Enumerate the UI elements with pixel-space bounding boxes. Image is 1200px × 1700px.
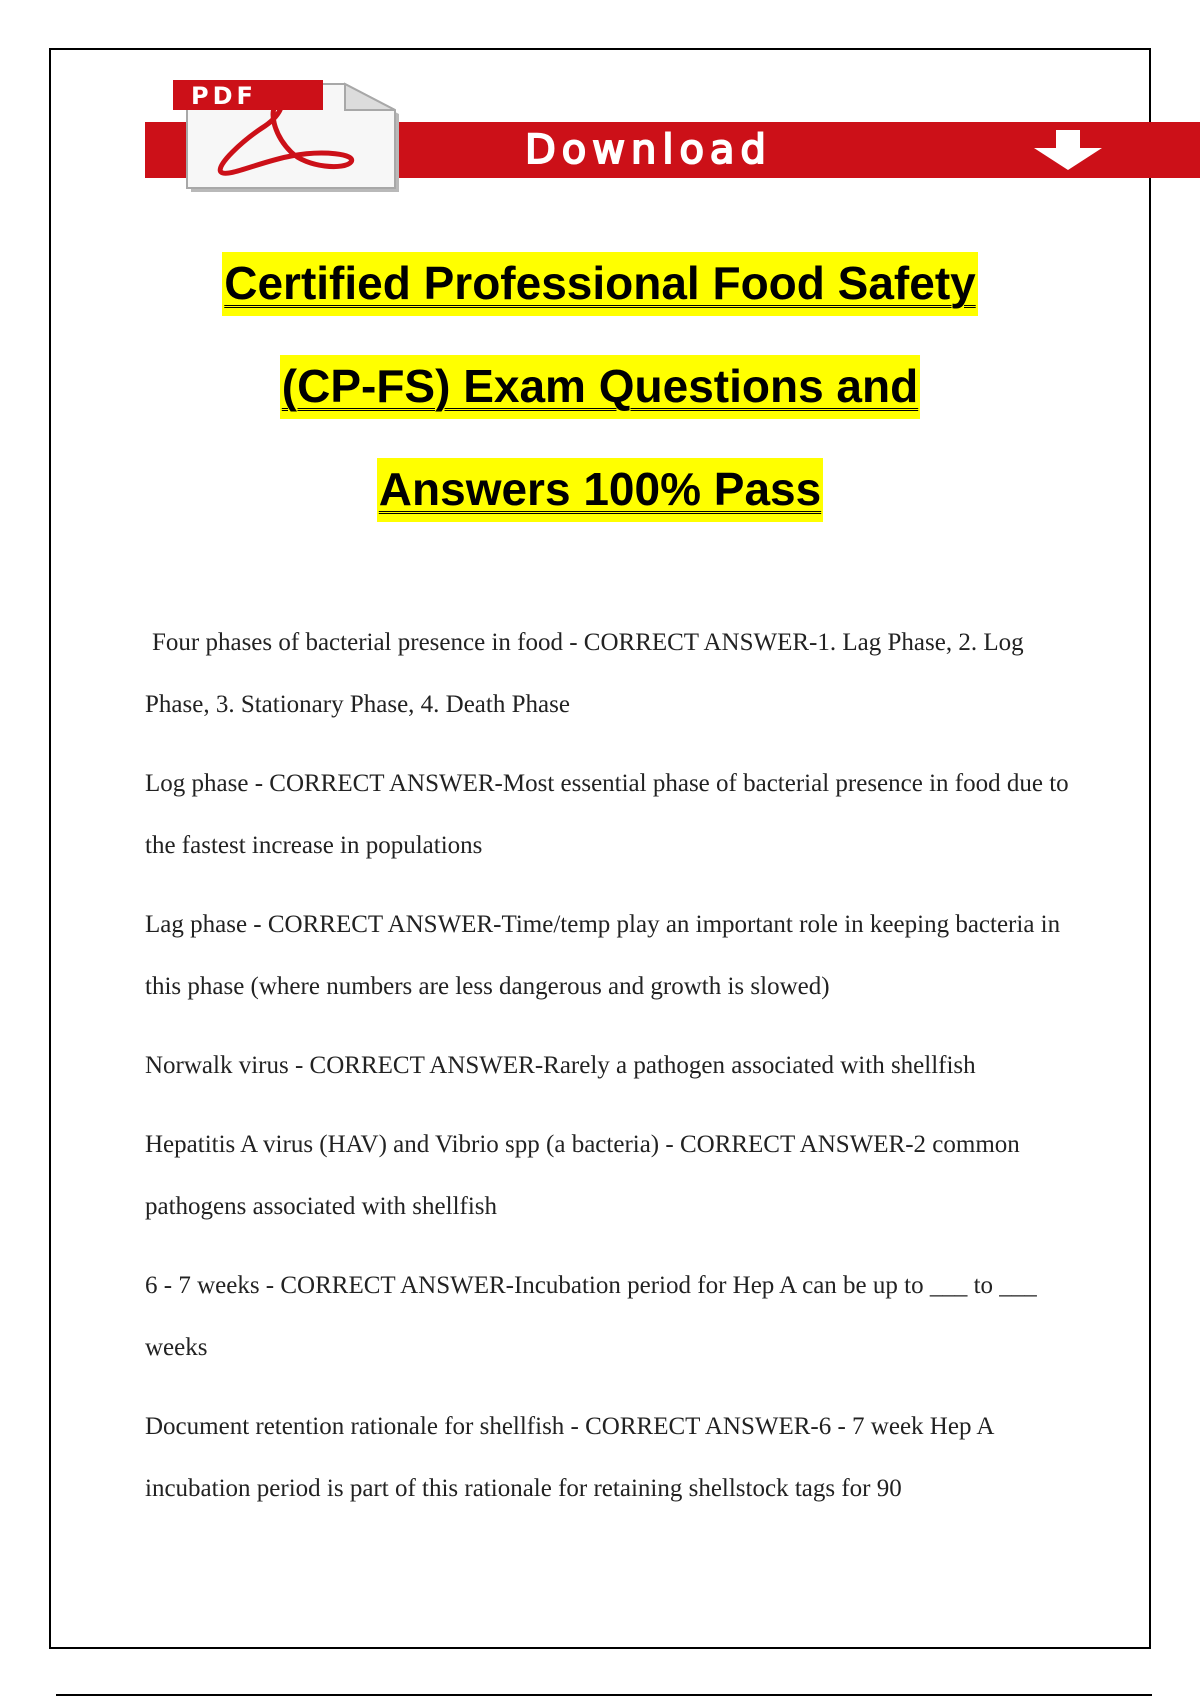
qa-item: Hepatitis A virus (HAV) and Vibrio spp (a bacteria) - CORRECT ANSWER-2 common pathogens associated with shellfish — [145, 1131, 1020, 1220]
document-title — [100, 232, 1100, 541]
qa-item: 6 - 7 weeks - CORRECT ANSWER-Incubation period for Hep A can be up to ___ to ___ weeks — [145, 1272, 1037, 1361]
title-line-3: Answers 100% Pass — [377, 458, 823, 522]
qa-item: Four phases of bacterial presence in food - CORRECT ANSWER-1. Lag Phase, 2. Log Phase, 3. Stationary Phase, 4. Death Phase — [145, 629, 1024, 718]
pdf-tag-label: PDF — [191, 82, 257, 110]
qa-item: Document retention rationale for shellfish - CORRECT ANSWER-6 - 7 week Hep A incubation period is part of this rationale for retaining shellstock tags for 90 — [145, 1413, 993, 1502]
qa-item: Norwalk virus - CORRECT ANSWER-Rarely a pathogen associated with shellfish — [145, 1052, 976, 1079]
download-arrow-icon — [1030, 128, 1106, 172]
qa-item: Lag phase - CORRECT ANSWER-Time/temp play an important role in keeping bacteria in this phase (where numbers are less dangerous and growth is slowed) — [145, 911, 1061, 1000]
bottom-rule — [56, 1694, 1152, 1696]
pdf-file-icon — [173, 80, 403, 192]
title-line-2: (CP-FS) Exam Questions and — [280, 355, 920, 419]
qa-item: Log phase - CORRECT ANSWER-Most essential phase of bacterial presence in food due to the fastest increase in populations — [145, 770, 1069, 859]
title-line-1: Certified Professional Food Safety — [222, 252, 977, 316]
download-label: Download — [525, 127, 772, 173]
pdf-download-banner[interactable] — [145, 78, 1200, 193]
qa-list — [145, 612, 1075, 1537]
